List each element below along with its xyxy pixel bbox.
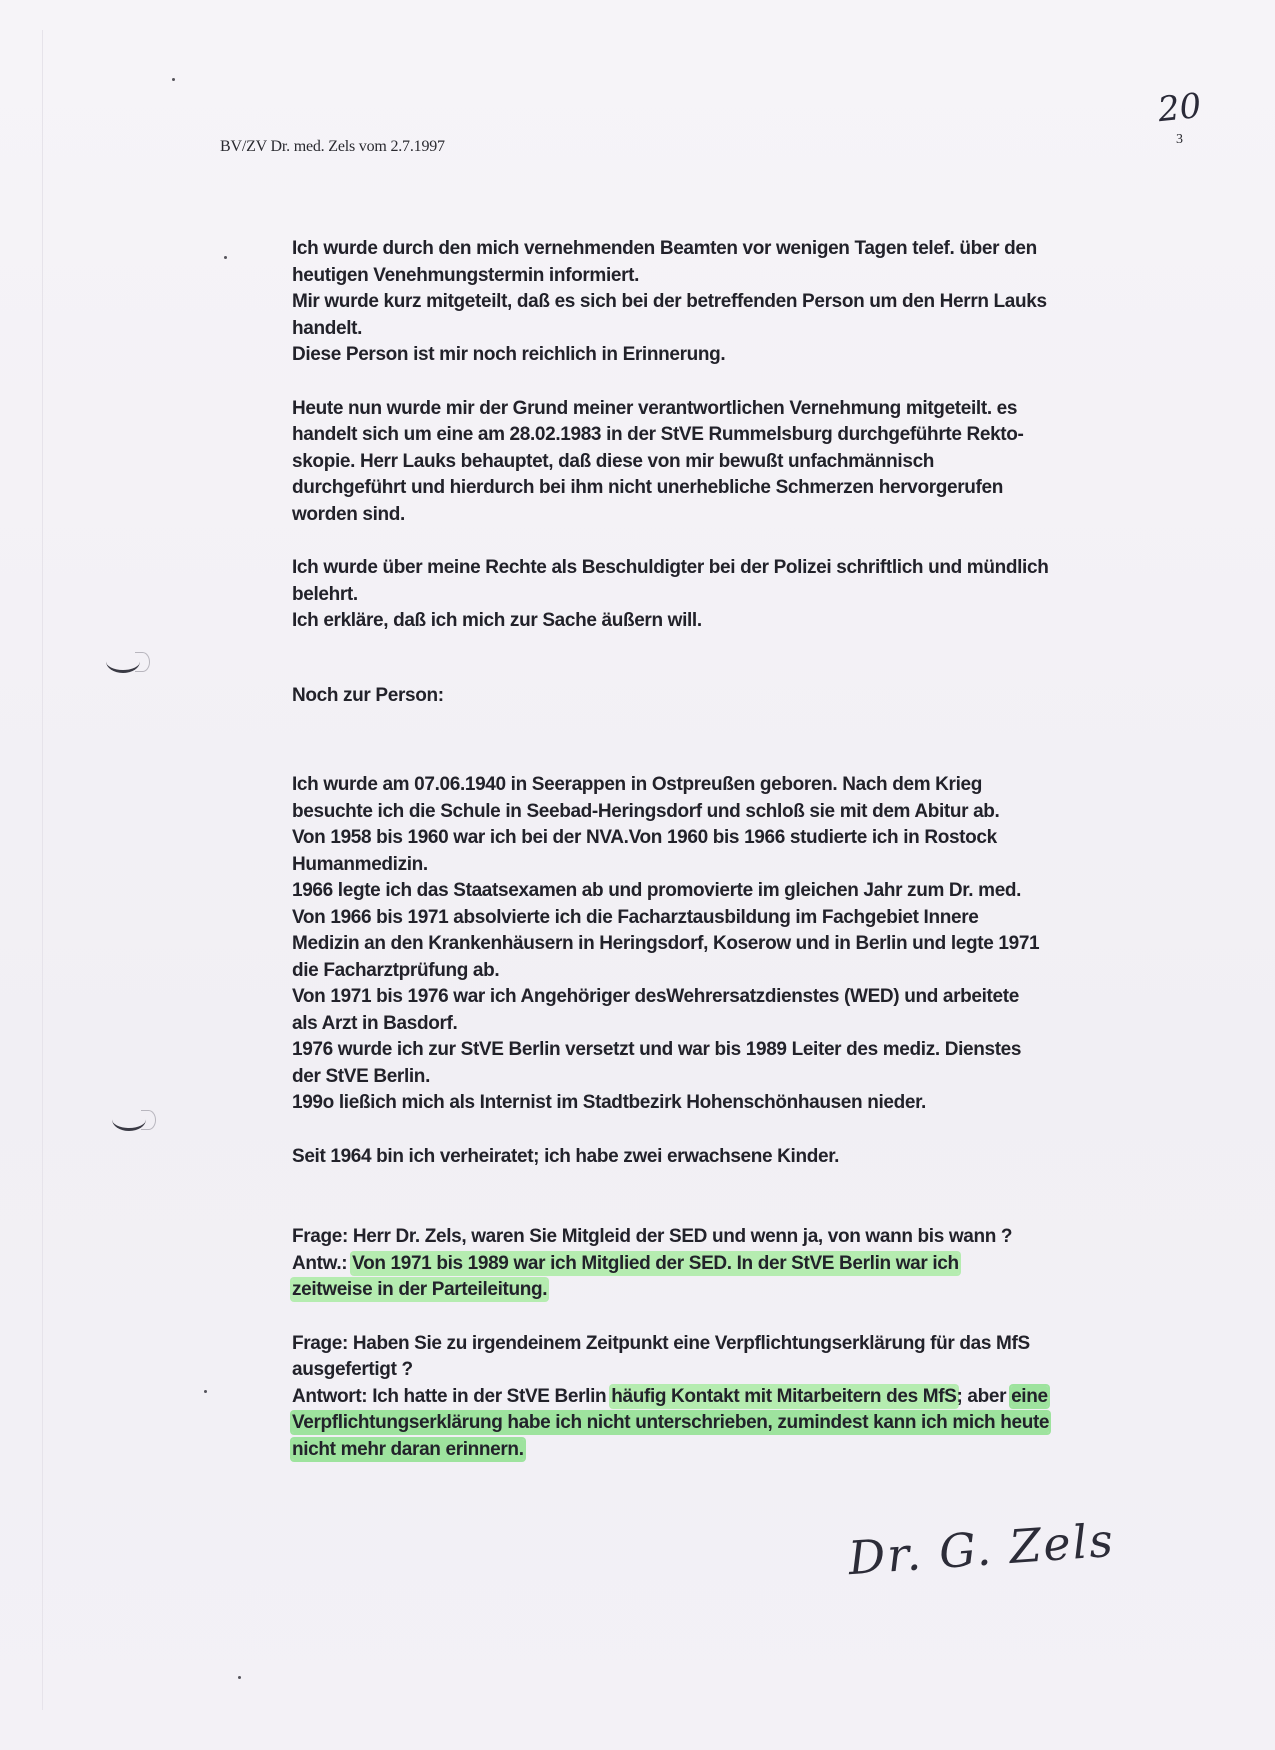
statement-body (292, 236, 1192, 1463)
paragraph-family (292, 1144, 1192, 1171)
text-line: 1966 legte ich das Staatsexamen ab und promovierte im gleichen Jahr zum Dr. med. (292, 880, 1022, 901)
text-line: worden sind. (292, 503, 405, 525)
text-line: Mir wurde kurz mitgeteilt, daß es sich bei der betreffenden Person um den Herrn Lauks (292, 291, 1047, 312)
question-text: Frage: Haben Sie zu irgendeinem Zeitpunkt eine Verpflichtungserklärung für das MfS (292, 1332, 1030, 1354)
text-line: der StVE Berlin. (292, 1065, 430, 1087)
question-answer-sed (292, 1224, 1192, 1304)
folio-number: 20 (1156, 85, 1204, 131)
text-line: durchgeführt und hierdurch bei ihm nicht unerhebliche Schmerzen hervorgerufen (292, 477, 1003, 498)
text-line: Von 1971 bis 1976 war ich Angehöriger desWehrersatzdienstes (WED) und arbeitete (292, 986, 1019, 1007)
page-edge (42, 30, 43, 1710)
scan-speck (224, 256, 227, 259)
text-line: als Arzt in Basdorf. (292, 1012, 458, 1034)
punch-hole-mark-top (106, 650, 140, 673)
text-line: handelt sich um eine am 28.02.1983 in der StVE Rummelsburg durchgeführte Rekto- (292, 424, 1024, 445)
text-line: die Facharztprüfung ab. (292, 959, 500, 981)
text-line: handelt. (292, 317, 363, 339)
paragraph-summons (292, 236, 1192, 369)
text-line: heutigen Venehmungstermin informiert. (292, 264, 640, 286)
text-line: skopie. Herr Lauks behauptet, daß diese von mir bewußt unfachmännisch (292, 450, 935, 472)
text-line: Medizin an den Krankenhäusern in Heringsdorf, Koserow und in Berlin und legte 1971 (292, 933, 1040, 954)
text-line: Ich erkläre, daß ich mich zur Sache äußern will. (292, 610, 702, 631)
answer-text (292, 1277, 1192, 1304)
paragraph-rights (292, 555, 1192, 635)
scan-speck (172, 78, 175, 81)
text-line: Ich wurde am 07.06.1940 in Seerappen in Ostpreußen geboren. Nach dem Krieg (292, 774, 982, 795)
scan-speck (238, 1676, 241, 1679)
document-reference: BV/ZV Dr. med. Zels vom 2.7.1997 (220, 138, 445, 155)
text-line: Diese Person ist mir noch reichlich in Erinnerung. (292, 344, 726, 365)
text-line: 199o ließich mich als Internist im Stadtbezirk Hohenschönhausen nieder. (292, 1092, 926, 1113)
question-answer-mfs (292, 1331, 1192, 1464)
answer-text (292, 1251, 1192, 1278)
text-line: besuchte ich die Schule in Seebad-Heringsdorf und schloß sie mit dem Abitur ab. (292, 800, 1000, 822)
folio-subnumber: 3 (1176, 132, 1183, 147)
highlighted-answer: häufig Kontakt mit Mitarbeitern des MfS (611, 1385, 957, 1407)
text-line: belehrt. (292, 583, 358, 605)
text-line: Von 1966 bis 1971 absolvierte ich die Facharztausbildung im Fachgebiet Innere (292, 906, 979, 928)
answer-prefix: Antw.: (292, 1252, 353, 1274)
question-text: ausgefertigt ? (292, 1359, 413, 1380)
text-line: Seit 1964 bin ich verheiratet; ich habe zwei erwachsene Kinder. (292, 1145, 840, 1167)
text-line: Ich wurde über meine Rechte als Beschuldigter bei der Polizei schriftlich und mündlich (292, 557, 1049, 578)
paragraph-biography (292, 772, 1192, 1117)
answer-text (292, 1437, 1192, 1464)
question-text: Frage: Herr Dr. Zels, waren Sie Mitgleid der SED und wenn ja, von wann bis wann ? (292, 1226, 1013, 1247)
answer-prefix: Antwort: Ich hatte in der StVE Berlin (292, 1385, 612, 1407)
handwritten-signature: Dr. G. Zels (846, 1512, 1117, 1586)
highlighted-answer: nicht mehr daran erinnern. (292, 1438, 524, 1460)
answer-text (292, 1384, 1192, 1411)
section-heading-person (292, 683, 1192, 710)
highlighted-answer: zeitweise in der Parteileitung. (292, 1279, 548, 1300)
answer-text (292, 1410, 1192, 1437)
text-line: Ich wurde durch den mich vernehmenden Beamten vor wenigen Tagen telef. über den (292, 238, 1037, 259)
highlighted-answer: eine (1011, 1385, 1048, 1407)
text-line: Heute nun wurde mir der Grund meiner verantwortlichen Vernehmung mitgeteilt. es (292, 397, 1018, 419)
highlighted-answer: Von 1971 bis 1989 war ich Mitglied der SED. In der StVE Berlin war ich (352, 1252, 959, 1274)
paragraph-reason (292, 396, 1192, 529)
text-line: Von 1958 bis 1960 war ich bei der NVA.Von 1960 bis 1966 studierte ich in Rostock (292, 827, 997, 848)
scan-speck (204, 1390, 207, 1393)
punch-hole-mark-bottom (112, 1108, 146, 1131)
text-line: Humanmedizin. (292, 853, 428, 875)
section-heading: Noch zur Person: (292, 684, 444, 706)
answer-mid: ; aber (956, 1385, 1012, 1407)
highlighted-answer: Verpflichtungserklärung habe ich nicht unterschrieben, zumindest kann ich mich heute (292, 1412, 1050, 1433)
text-line: 1976 wurde ich zur StVE Berlin versetzt und war bis 1989 Leiter des mediz. Dienstes (292, 1039, 1022, 1060)
